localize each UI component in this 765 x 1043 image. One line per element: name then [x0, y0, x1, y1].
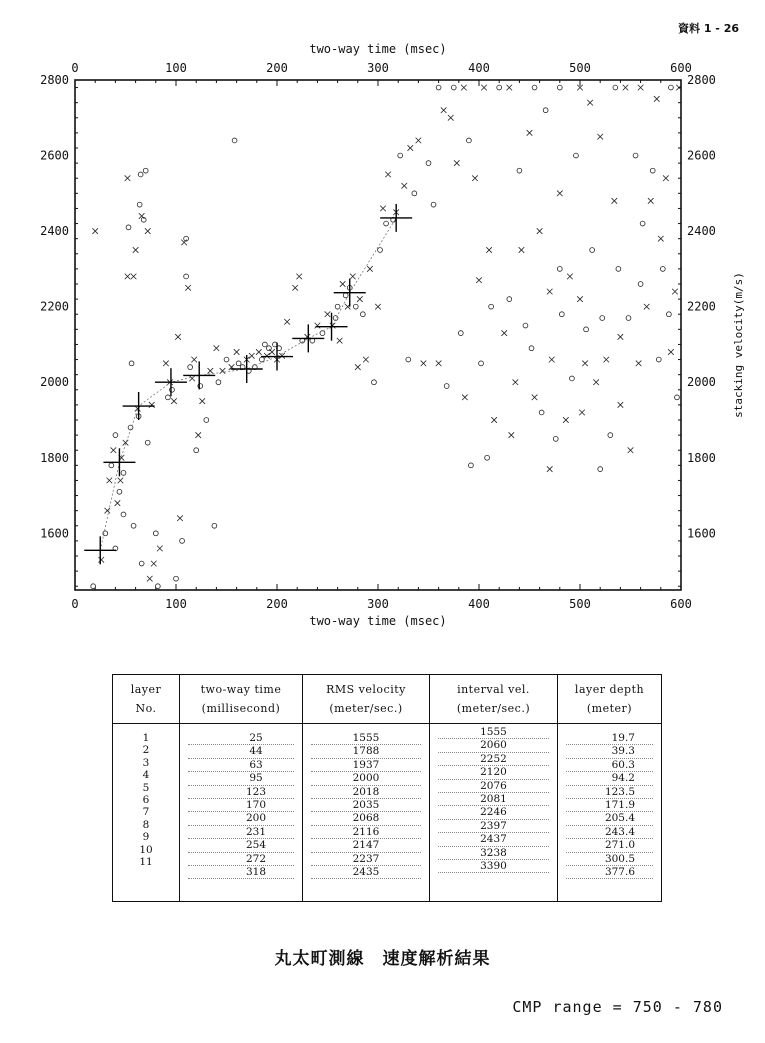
y-tick-label-right: 2400	[687, 224, 716, 239]
semblance-point-circle	[139, 561, 144, 566]
rms-velocity-cell: 2018	[311, 786, 421, 799]
axis-ticks	[75, 80, 681, 590]
semblance-point-cross	[107, 478, 113, 484]
two-way-time-cell: 95	[188, 772, 294, 785]
semblance-point-cross	[284, 319, 290, 325]
semblance-point-circle	[444, 384, 449, 389]
layer-no-cell: 7	[142, 806, 150, 819]
semblance-point-cross	[636, 361, 642, 367]
semblance-point-cross	[131, 274, 137, 280]
semblance-point-cross	[111, 447, 117, 453]
semblance-point-circle	[584, 327, 589, 332]
two-way-time-cell: 254	[188, 839, 294, 852]
plot-frame	[75, 80, 681, 590]
semblance-point-circle	[145, 440, 150, 445]
semblance-point-circle	[570, 376, 575, 381]
two-way-time-cell: 123	[188, 786, 294, 799]
semblance-point-circle	[360, 312, 365, 317]
semblance-point-cross	[133, 247, 139, 253]
x-tick-label-top: 400	[468, 61, 490, 75]
semblance-point-cross	[441, 107, 447, 113]
x-tick-label-bottom: 200	[266, 597, 288, 611]
semblance-point-circle	[626, 316, 631, 321]
semblance-point-circle	[638, 282, 643, 287]
layer-no-cell: 10	[139, 843, 153, 856]
column-rms-velocity	[303, 724, 430, 902]
header-interval-velocity: interval vel. (meter/sec.)	[430, 675, 558, 724]
semblance-point-cross	[672, 289, 678, 295]
semblance-point-circle	[467, 138, 472, 143]
semblance-point-circle	[485, 455, 490, 460]
y-axis-title: stacking velocity(m/s)	[732, 272, 745, 418]
semblance-point-cross	[185, 285, 191, 291]
semblance-point-cross	[337, 338, 343, 344]
semblance-point-circle	[384, 221, 389, 226]
velocity-pick	[123, 392, 155, 420]
x-tick-label-bottom: 300	[367, 597, 389, 611]
semblance-point-cross	[234, 349, 240, 355]
semblance-point-cross	[593, 379, 599, 385]
rms-velocity-cell: 2000	[311, 772, 421, 785]
semblance-point-cross	[163, 361, 169, 367]
semblance-point-circle	[539, 410, 544, 415]
interval-velocity-cell: 2437	[438, 833, 549, 846]
rms-velocity-cell: 1555	[311, 732, 421, 745]
interval-velocity-cell: 2120	[438, 766, 549, 779]
page-reference: 資料 1 - 26	[677, 22, 739, 35]
two-way-time-cell: 63	[188, 759, 294, 772]
semblance-point-cross	[476, 277, 482, 283]
interval-velocity-cell: 2081	[438, 793, 549, 806]
semblance-point-circle	[675, 395, 680, 400]
semblance-point-circle	[335, 304, 340, 309]
semblance-point-cross	[509, 432, 515, 438]
semblance-point-cross	[416, 138, 422, 144]
layer-depth-cell: 94.2	[566, 772, 653, 785]
semblance-point-cross	[532, 395, 538, 401]
semblance-point-circle	[590, 248, 595, 253]
x-tick-label-top: 500	[569, 61, 591, 75]
velocity-pick	[334, 279, 366, 307]
two-way-time-cell: 318	[188, 866, 294, 879]
semblance-point-cross	[151, 561, 157, 567]
semblance-point-circle	[174, 576, 179, 581]
two-way-time-cell: 25	[188, 732, 294, 745]
y-tick-label-left: 1600	[40, 526, 69, 541]
rms-velocity-cell: 2035	[311, 799, 421, 812]
semblance-point-circle	[529, 346, 534, 351]
semblance-point-circle	[532, 85, 537, 90]
x-tick-label-bottom: 400	[468, 597, 490, 611]
two-way-time-cell: 231	[188, 826, 294, 839]
layer-depth-cell: 39.3	[566, 745, 653, 758]
two-way-time-cell: 170	[188, 799, 294, 812]
semblance-point-circle	[188, 365, 193, 370]
semblance-point-circle	[608, 433, 613, 438]
interval-velocity-cell: 1555	[438, 726, 549, 739]
y-tick-label-right: 2200	[687, 299, 716, 314]
semblance-point-cross	[125, 274, 131, 280]
semblance-point-circle	[426, 161, 431, 166]
header-rms-velocity: RMS velocity (meter/sec.)	[303, 675, 430, 724]
semblance-point-cross	[92, 228, 98, 234]
semblance-point-circle	[479, 361, 484, 366]
semblance-point-circle	[153, 531, 158, 536]
semblance-point-circle	[458, 331, 463, 336]
semblance-point-cross	[401, 183, 407, 189]
semblance-point-circle	[669, 85, 674, 90]
semblance-point-circle	[543, 108, 548, 113]
semblance-point-cross	[507, 85, 513, 91]
semblance-point-circle	[633, 153, 638, 158]
semblance-point-cross	[448, 115, 454, 121]
semblance-point-cross	[325, 311, 331, 317]
semblance-point-cross	[668, 349, 674, 355]
semblance-point-cross	[208, 368, 214, 374]
semblance-point-cross	[513, 379, 519, 385]
semblance-point-circle	[117, 489, 122, 494]
semblance-point-cross	[147, 576, 153, 582]
semblance-point-circle	[378, 248, 383, 253]
column-interval-velocity	[430, 724, 558, 902]
two-way-time-cell: 272	[188, 853, 294, 866]
semblance-point-cross	[527, 130, 533, 136]
semblance-point-circle	[557, 85, 562, 90]
interval-velocity-cell: 3238	[438, 847, 549, 860]
semblance-point-cross	[547, 466, 553, 472]
column-two-way-time	[180, 724, 303, 902]
semblance-point-circle	[656, 357, 661, 362]
semblance-point-cross	[501, 330, 507, 336]
semblance-point-circle	[497, 85, 502, 90]
rms-velocity-cell: 1937	[311, 759, 421, 772]
header-layer-depth: layer depth (meter)	[558, 675, 662, 724]
semblance-point-cross	[191, 357, 197, 363]
semblance-point-circle	[507, 297, 512, 302]
velocity-pick	[155, 368, 187, 396]
semblance-point-circle	[557, 266, 562, 271]
interval-velocity-cell: 2060	[438, 739, 549, 752]
semblance-point-cross	[481, 85, 487, 91]
semblance-point-cross	[292, 285, 298, 291]
table-body-row	[113, 724, 661, 902]
semblance-point-cross	[462, 395, 468, 401]
cmp-range-label: CMP range = 750 - 780	[512, 998, 723, 1016]
layer-no-cell: 4	[142, 769, 150, 782]
axis-tick-labels	[40, 61, 716, 611]
velocity-pick	[380, 204, 412, 232]
y-tick-label-left: 2000	[40, 375, 69, 390]
interval-velocity-cell: 2397	[438, 820, 549, 833]
semblance-point-circle	[137, 202, 142, 207]
x-axis-title-bottom: two-way time (msec)	[309, 614, 447, 628]
semblance-point-cross	[256, 349, 262, 355]
velocity-pick	[84, 536, 116, 564]
layer-no-cell: 5	[142, 781, 150, 794]
semblance-point-cross	[380, 206, 386, 212]
semblance-point-cross	[486, 247, 492, 253]
figure-caption: 丸太町測線 速度解析結果	[274, 949, 491, 969]
layer-no-cell: 9	[142, 831, 150, 844]
semblance-point-cross	[125, 175, 131, 181]
semblance-point-cross	[623, 85, 629, 91]
semblance-point-cross	[618, 334, 624, 340]
semblance-point-cross	[547, 289, 553, 295]
semblance-point-circle	[616, 266, 621, 271]
semblance-point-cross	[385, 172, 391, 178]
semblance-point-circle	[320, 331, 325, 336]
semblance-point-circle	[180, 538, 185, 543]
semblance-point-circle	[600, 316, 605, 321]
velocity-picks	[84, 204, 412, 564]
semblance-point-cross	[557, 191, 563, 197]
rms-velocity-cell: 2237	[311, 853, 421, 866]
rms-velocity-cell: 1788	[311, 745, 421, 758]
semblance-point-circle	[436, 85, 441, 90]
x-tick-label-top: 300	[367, 61, 389, 75]
semblance-point-circle	[660, 266, 665, 271]
layer-depth-cell: 171.9	[566, 799, 653, 812]
semblance-point-cross	[408, 145, 414, 151]
semblance-point-circle	[267, 346, 272, 351]
layer-depth-cell: 123.5	[566, 786, 653, 799]
semblance-point-circle	[353, 304, 358, 309]
semblance-point-circle	[559, 312, 564, 317]
y-tick-label-right: 1800	[687, 450, 716, 465]
semblance-point-circle	[553, 436, 558, 441]
semblance-point-cross	[519, 247, 525, 253]
semblance-point-cross	[195, 432, 201, 438]
semblance-point-circle	[121, 512, 126, 517]
semblance-point-cross	[214, 345, 220, 351]
semblance-point-cross	[269, 349, 275, 355]
semblance-point-cross	[597, 134, 603, 140]
semblance-point-cross	[363, 357, 369, 363]
semblance-point-circle	[236, 361, 241, 366]
semblance-point-circle	[184, 274, 189, 279]
x-tick-label-top: 100	[165, 61, 187, 75]
x-tick-label-top: 600	[670, 61, 692, 75]
column-layer-depth	[558, 724, 662, 902]
semblance-point-circle	[398, 153, 403, 158]
velocity-pick	[231, 355, 263, 383]
interval-velocity-cell: 3390	[438, 860, 549, 873]
x-tick-label-bottom: 500	[569, 597, 591, 611]
semblance-point-cross	[436, 361, 442, 367]
y-tick-label-left: 2600	[40, 148, 69, 163]
layer-depth-cell: 19.7	[566, 732, 653, 745]
semblance-point-circle	[204, 418, 209, 423]
semblance-point-cross	[98, 557, 104, 563]
semblance-point-cross	[648, 198, 654, 204]
semblance-point-cross	[264, 353, 270, 359]
semblance-point-circle	[574, 153, 579, 158]
semblance-point-circle	[212, 523, 217, 528]
semblance-point-cross	[149, 402, 155, 408]
semblance-point-circle	[412, 191, 417, 196]
semblance-point-circle	[598, 467, 603, 472]
semblance-point-cross	[603, 357, 609, 363]
semblance-point-cross	[355, 364, 361, 370]
semblance-point-circle	[372, 380, 377, 385]
semblance-point-cross	[537, 228, 543, 234]
rms-velocity-cell: 2435	[311, 866, 421, 879]
semblance-point-cross	[177, 515, 183, 521]
semblance-point-circle	[640, 221, 645, 226]
semblance-point-circle	[126, 225, 131, 230]
rms-velocity-cell: 2068	[311, 812, 421, 825]
semblance-point-circle	[406, 357, 411, 362]
header-two-way-time: two-way time (millisecond)	[180, 675, 303, 724]
semblance-point-cross	[491, 417, 497, 423]
semblance-point-cross	[340, 281, 346, 287]
interval-velocity-cell: 2246	[438, 806, 549, 819]
layer-no-cell: 6	[142, 793, 150, 806]
semblance-point-circle	[194, 448, 199, 453]
semblance-point-circle	[259, 357, 264, 362]
layer-depth-cell: 377.6	[566, 866, 653, 879]
semblance-point-circle	[166, 395, 171, 400]
layer-depth-cell: 205.4	[566, 812, 653, 825]
x-tick-label-bottom: 100	[165, 597, 187, 611]
layer-depth-cell: 243.4	[566, 826, 653, 839]
semblance-point-circle	[666, 312, 671, 317]
semblance-point-cross	[567, 274, 573, 280]
header-layer: layer No.	[113, 675, 180, 724]
layer-table	[112, 674, 662, 902]
semblance-point-circle	[216, 380, 221, 385]
semblance-point-cross	[644, 304, 650, 310]
semblance-point-cross	[577, 296, 583, 302]
semblance-point-cross	[472, 175, 478, 181]
semblance-point-circle	[129, 361, 134, 366]
semblance-point-circle	[155, 584, 160, 589]
y-tick-label-left: 2800	[40, 73, 69, 87]
semblance-point-cross	[587, 100, 593, 106]
two-way-time-cell: 44	[188, 745, 294, 758]
semblance-point-cross	[375, 304, 381, 310]
semblance-point-cross	[171, 398, 177, 404]
velocity-pick-line	[100, 218, 396, 550]
rms-velocity-cell: 2116	[311, 826, 421, 839]
semblance-point-cross	[654, 96, 660, 102]
semblance-point-circle	[431, 202, 436, 207]
semblance-point-cross	[658, 236, 664, 242]
semblance-point-circle	[121, 470, 126, 475]
velocity-pick	[292, 324, 324, 352]
semblance-point-cross	[367, 266, 373, 272]
x-tick-label-top: 0	[71, 61, 79, 75]
velocity-pick	[103, 448, 135, 476]
layer-depth-cell: 300.5	[566, 853, 653, 866]
table-header-row	[113, 675, 661, 724]
semblance-point-circle	[489, 304, 494, 309]
semblance-point-circle	[613, 85, 618, 90]
semblance-point-circle	[262, 342, 267, 347]
semblance-point-circle	[138, 172, 143, 177]
semblance-point-cross	[296, 274, 302, 280]
layer-depth-cell: 271.0	[566, 839, 653, 852]
semblance-point-cross	[157, 546, 163, 552]
semblance-point-cross	[175, 334, 181, 340]
y-tick-label-right: 1600	[687, 526, 716, 541]
x-tick-label-bottom: 0	[71, 597, 79, 611]
semblance-point-cross	[118, 478, 124, 484]
layer-no-cell: 3	[142, 756, 150, 769]
semblance-point-circle	[232, 138, 237, 143]
semblance-point-cross	[461, 85, 467, 91]
rms-velocity-cell: 2147	[311, 839, 421, 852]
semblance-point-cross	[249, 353, 255, 359]
x-tick-label-bottom: 600	[670, 597, 692, 611]
semblance-point-circle	[650, 168, 655, 173]
semblance-point-cross	[454, 160, 460, 166]
semblance-point-circle	[143, 168, 148, 173]
layer-no-cell: 11	[139, 855, 153, 868]
semblance-point-cross	[563, 417, 569, 423]
semblance-point-circle	[131, 523, 136, 528]
semblance-point-cross	[315, 323, 321, 329]
semblance-point-cross	[638, 85, 644, 91]
semblance-point-cross	[618, 402, 624, 408]
y-tick-label-left: 2400	[40, 224, 69, 239]
semblance-point-circle	[517, 168, 522, 173]
semblance-point-cross	[582, 361, 588, 367]
interval-velocity-cell: 2252	[438, 753, 549, 766]
layer-depth-cell: 60.3	[566, 759, 653, 772]
semblance-point-cross	[145, 228, 151, 234]
layer-no-cell: 2	[142, 744, 150, 757]
semblance-point-circle	[113, 433, 118, 438]
semblance-point-circle	[91, 584, 96, 589]
layer-no-cell: 8	[142, 818, 150, 831]
semblance-point-cross	[115, 500, 121, 506]
velocity-pick	[316, 313, 348, 341]
y-tick-label-right: 2000	[687, 375, 716, 390]
interval-velocity-cell: 2076	[438, 780, 549, 793]
y-tick-label-right: 2800	[687, 73, 716, 87]
semblance-point-circle	[224, 357, 229, 362]
semblance-points	[91, 85, 682, 589]
semblance-point-cross	[199, 398, 205, 404]
two-way-time-cell: 200	[188, 812, 294, 825]
semblance-point-circle	[523, 323, 528, 328]
semblance-point-cross	[421, 361, 427, 367]
semblance-point-cross	[357, 296, 363, 302]
semblance-point-cross	[549, 357, 555, 363]
semblance-point-cross	[663, 175, 669, 181]
x-axis-title-top: two-way time (msec)	[309, 42, 447, 56]
layer-no-cell: 1	[142, 732, 150, 744]
y-tick-label-left: 1800	[40, 450, 69, 465]
semblance-point-cross	[628, 447, 634, 453]
y-tick-label-right: 2600	[687, 148, 716, 163]
semblance-point-circle	[469, 463, 474, 468]
semblance-point-cross	[350, 274, 356, 280]
semblance-point-circle	[451, 85, 456, 90]
semblance-point-circle	[343, 293, 348, 298]
x-tick-label-top: 200	[266, 61, 288, 75]
column-layer-no	[113, 724, 180, 902]
y-tick-label-left: 2200	[40, 299, 69, 314]
semblance-point-cross	[612, 198, 618, 204]
semblance-point-circle	[109, 463, 114, 468]
semblance-point-cross	[579, 410, 585, 416]
